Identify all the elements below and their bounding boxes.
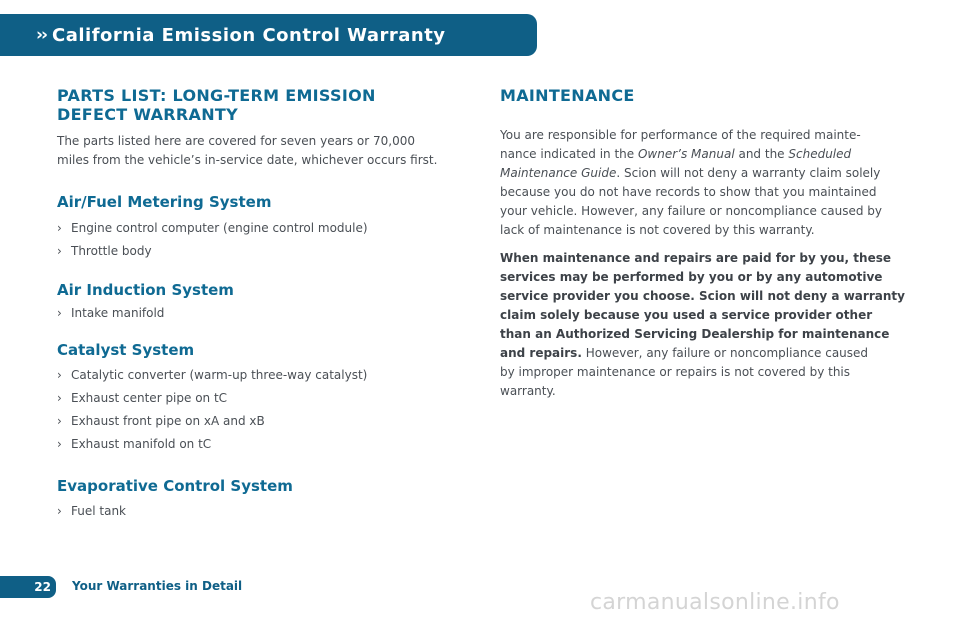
bullet-chevron-icon: › [57, 414, 62, 428]
section-heading-evaporative: Evaporative Control System [57, 477, 293, 495]
list-item [57, 367, 467, 384]
parts-list-intro [57, 132, 467, 170]
text-run: . Scion will not deny a warranty claim solely [616, 166, 881, 180]
parts-list-column [57, 86, 467, 526]
bullet-chevron-icon: › [57, 368, 62, 382]
air-fuel-list [57, 220, 467, 260]
scheduled-ref: Scheduled [788, 147, 852, 161]
paragraph-line: because you do not have records to show that you maintained [500, 185, 877, 199]
bullet-chevron-icon: › [57, 244, 62, 258]
catalyst-list [57, 367, 467, 453]
text-run: However, any failure or noncompliance caused [581, 346, 869, 360]
page-number: 22 [0, 576, 56, 598]
list-item-text: Intake manifold [71, 306, 165, 320]
list-item [57, 413, 467, 430]
list-item-text: Fuel tank [71, 504, 126, 518]
watermark: carmanualsonline.info [590, 590, 840, 615]
paragraph-line-bold: service provider you choose. Scion will not deny a warranty [500, 289, 905, 303]
paragraph-line [500, 164, 910, 183]
page-title: California Emission Control Warranty [52, 24, 446, 46]
bullet-chevron-icon: › [57, 306, 62, 320]
intro-line: The parts listed here are covered for seven years or 70,000 [57, 134, 416, 148]
chevron-right-icon: ›› [36, 25, 47, 45]
paragraph-line: lack of maintenance is not covered by this warranty. [500, 223, 815, 237]
maintenance-column [500, 86, 910, 401]
list-item-text: Catalytic converter (warm-up three-way catalyst) [71, 368, 368, 382]
bullet-chevron-icon: › [57, 391, 62, 405]
list-item-text: Throttle body [71, 244, 152, 258]
list-item-text: Exhaust center pipe on tC [71, 391, 228, 405]
paragraph-line-bold: When maintenance and repairs are paid for by you, these [500, 251, 891, 265]
intro-line: miles from the vehicle’s in-service date, whichever occurs first. [57, 153, 438, 167]
list-item [57, 243, 467, 260]
footer-section-label: Your Warranties in Detail [72, 579, 243, 593]
paragraph-line [500, 145, 910, 164]
text-run-bold: and repairs. [500, 346, 582, 360]
section-heading-air-induction: Air Induction System [57, 281, 234, 299]
paragraph-line: by improper maintenance or repairs is not covered by this [500, 365, 851, 379]
page-header-banner [0, 14, 537, 56]
paragraph-line: warranty. [500, 384, 556, 398]
list-item-text: Exhaust front pipe on xA and xB [71, 414, 265, 428]
list-item [57, 436, 467, 453]
paragraph-line: You are responsible for performance of the required mainte- [500, 128, 861, 142]
list-item [57, 220, 467, 237]
bullet-chevron-icon: › [57, 504, 62, 518]
maintenance-paragraph-2 [500, 249, 910, 401]
owners-manual-ref: Owner’s Manual [637, 147, 735, 161]
list-item [57, 305, 467, 322]
evaporative-list [57, 503, 467, 520]
bullet-chevron-icon: › [57, 437, 62, 451]
text-run: and the [734, 147, 789, 161]
list-item [57, 503, 467, 520]
paragraph-line-bold: services may be performed by you or by any automotive [500, 270, 883, 284]
parts-list-title-line1: PARTS LIST: LONG-TERM EMISSION [57, 86, 376, 105]
list-item [57, 390, 467, 407]
parts-list-title-line2: DEFECT WARRANTY [57, 105, 239, 124]
list-item-text: Engine control computer (engine control module) [71, 221, 368, 235]
maintenance-paragraph-1 [500, 126, 910, 240]
paragraph-line: your vehicle. However, any failure or noncompliance caused by [500, 204, 883, 218]
bullet-chevron-icon: › [57, 221, 62, 235]
parts-list-title [57, 86, 467, 124]
maintenance-guide-ref: Maintenance Guide [500, 166, 617, 180]
air-induction-list [57, 305, 467, 322]
section-heading-air-fuel: Air/Fuel Metering System [57, 193, 272, 211]
section-heading-catalyst: Catalyst System [57, 341, 195, 359]
paragraph-line [500, 344, 910, 363]
text-run: nance indicated in the [500, 147, 638, 161]
list-item-text: Exhaust manifold on tC [71, 437, 212, 451]
paragraph-line-bold: than an Authorized Servicing Dealership for maintenance [500, 327, 890, 341]
paragraph-line-bold: claim solely because you used a service provider other [500, 308, 873, 322]
maintenance-title: MAINTENANCE [500, 86, 635, 105]
